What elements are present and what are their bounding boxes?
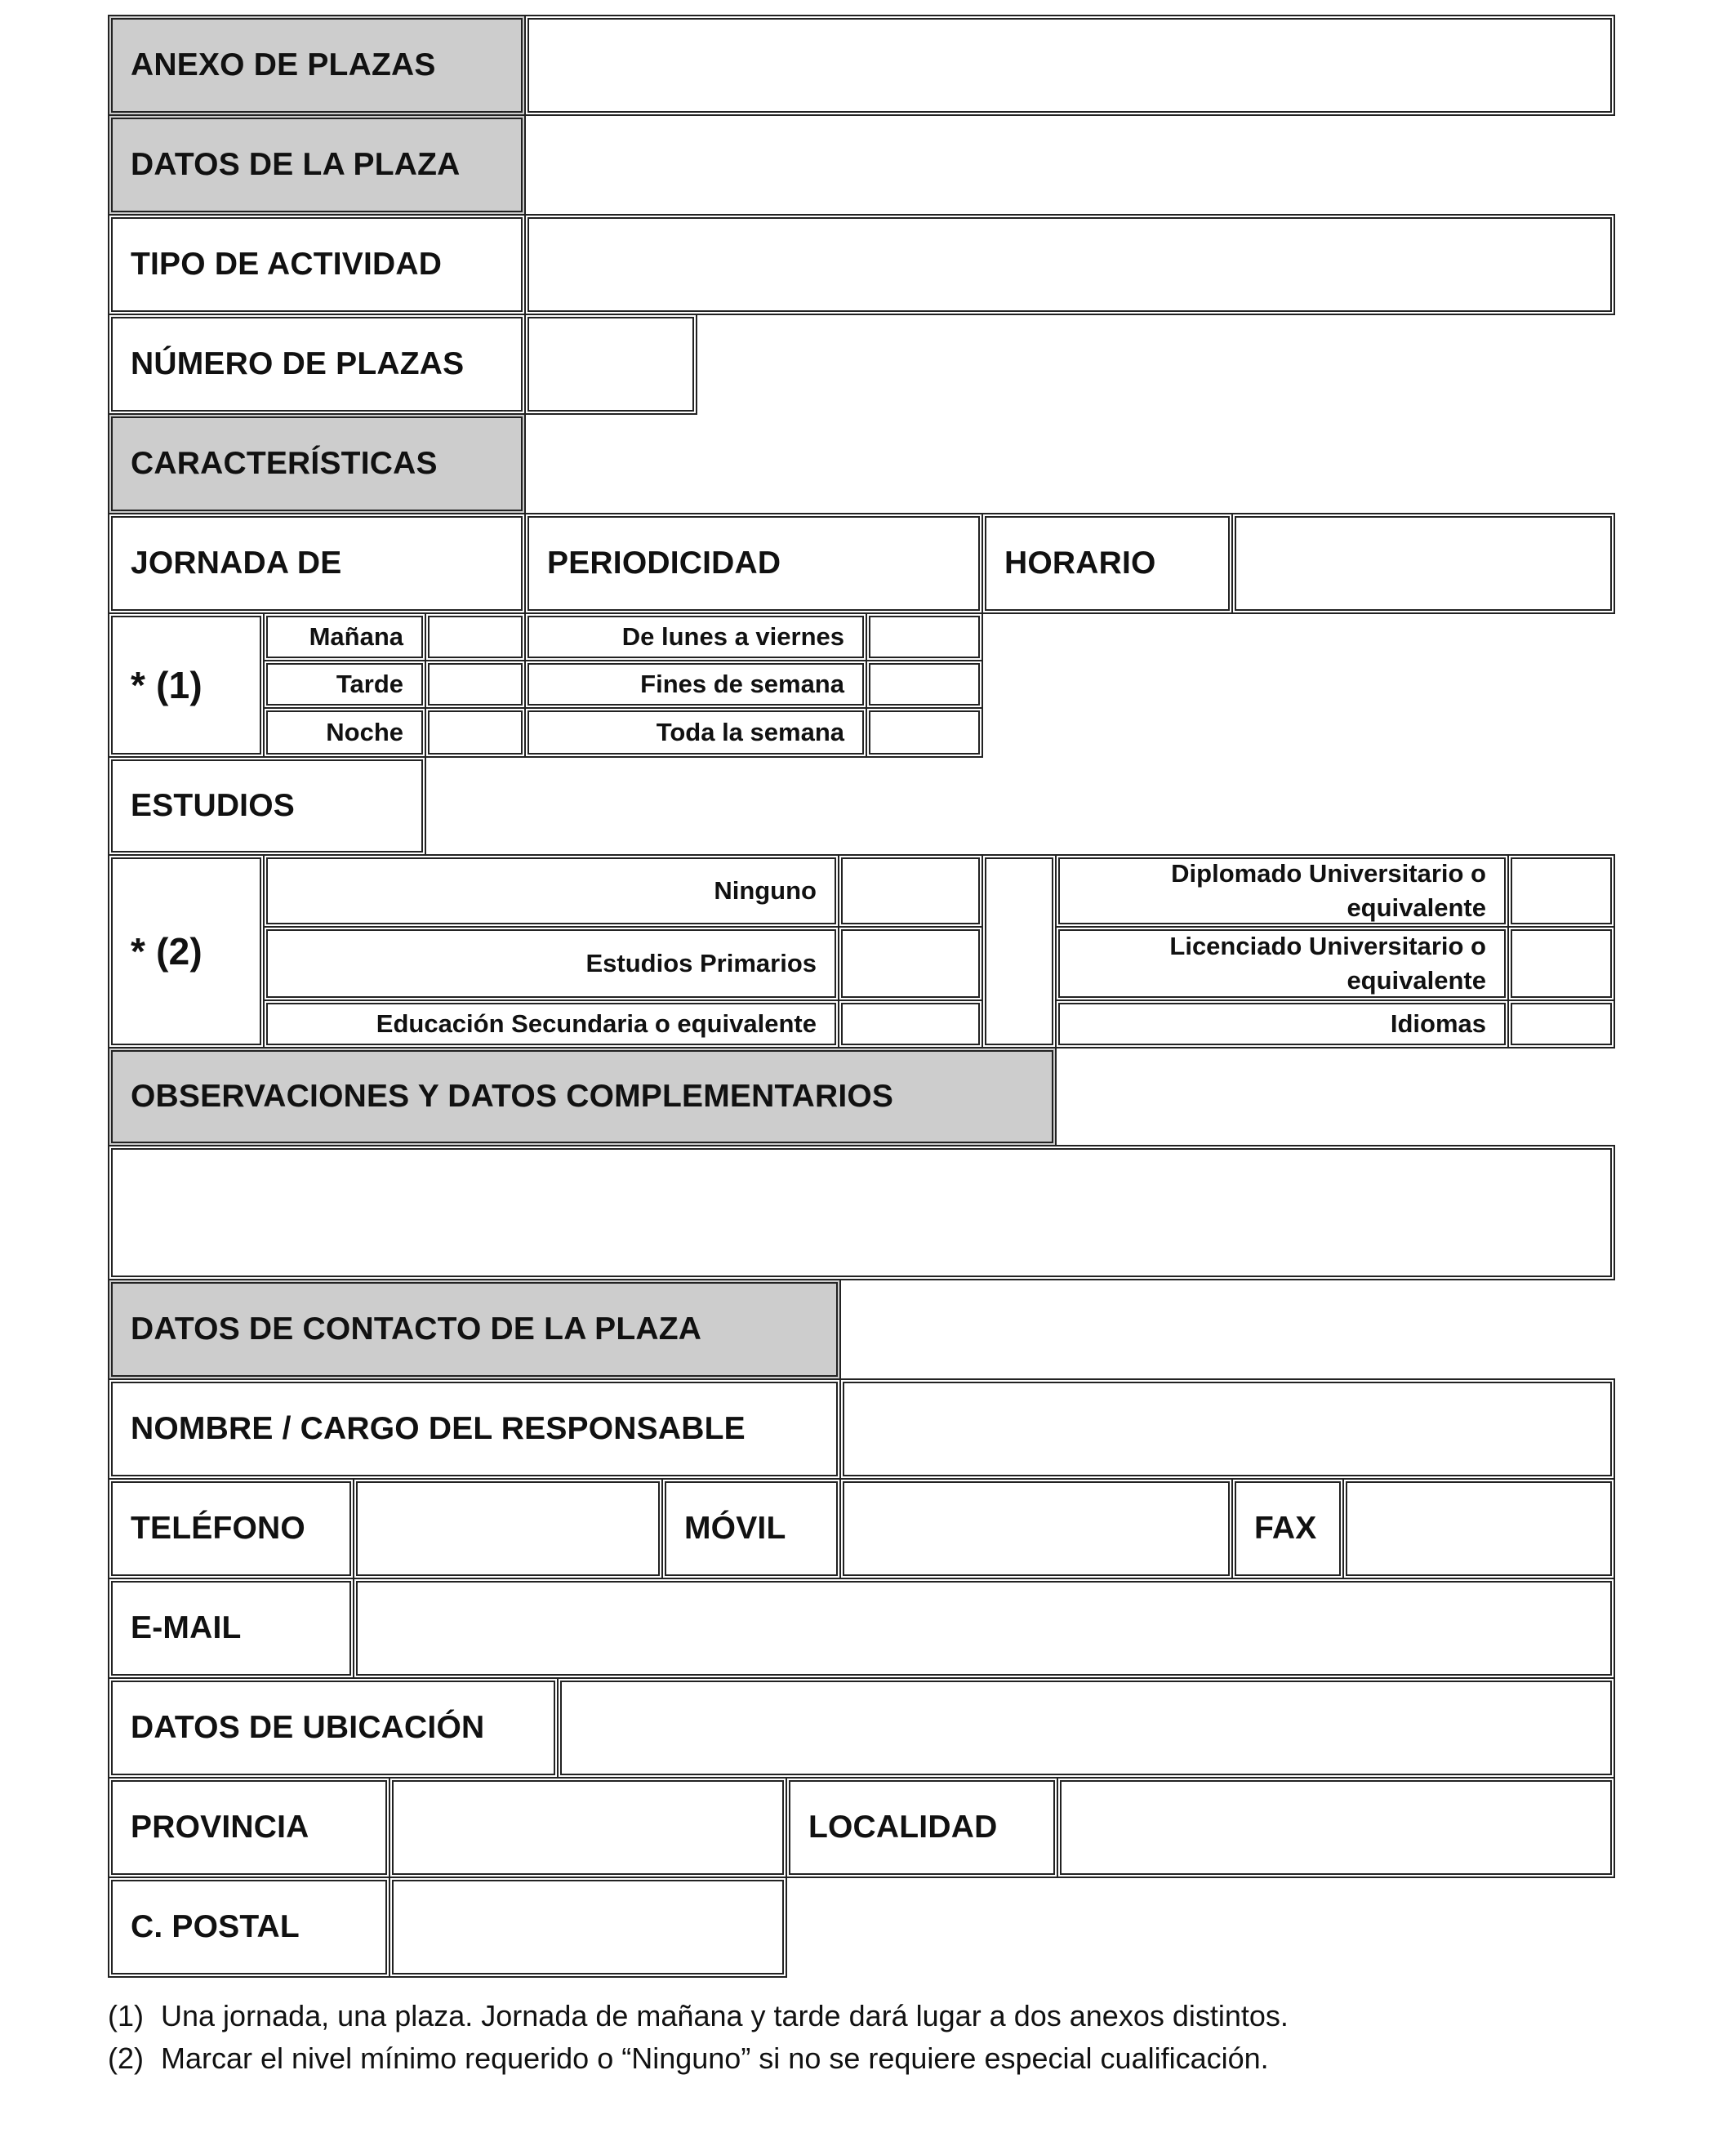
jornada-noche-checkbox[interactable] [425, 707, 526, 758]
estudios-option-label: Licenciado Universitario o equivalente [1169, 932, 1486, 995]
movil-text: MÓVIL [684, 1511, 786, 1546]
periodicidad-option-fines-de-semana [524, 660, 867, 709]
nombre-cargo-label [108, 1378, 841, 1480]
jornada-option-noche [263, 707, 426, 758]
horario-field[interactable] [1231, 513, 1615, 614]
tipo-de-actividad-text: TIPO DE ACTIVIDAD [131, 247, 443, 282]
caracteristicas-text: CARACTERÍSTICAS [131, 446, 438, 481]
jornada-manana-checkbox[interactable] [425, 612, 526, 661]
periodicidad-option-toda-la-semana [524, 707, 867, 758]
observaciones-header [108, 1047, 1057, 1146]
provincia-label [108, 1777, 390, 1878]
estudios-option-licenciado [1055, 926, 1509, 1001]
codigo-postal-field[interactable] [389, 1877, 787, 1978]
email-text: E-MAIL [131, 1610, 242, 1645]
estudios-option-label: Educación Secundaria o equivalente [376, 1009, 817, 1038]
estudios-label [108, 756, 426, 856]
movil-label [661, 1478, 841, 1579]
estudios-licenciado-checkbox[interactable] [1507, 926, 1615, 1001]
anexo-de-plazas-label [108, 15, 526, 116]
estudios-text: ESTUDIOS [131, 788, 295, 823]
codigo-postal-text: C. POSTAL [131, 1909, 300, 1944]
localidad-text: LOCALIDAD [808, 1810, 998, 1845]
telefono-text: TELÉFONO [131, 1511, 305, 1546]
provincia-text: PROVINCIA [131, 1810, 309, 1845]
jornada-option-tarde [263, 660, 426, 709]
telefono-label [108, 1478, 354, 1579]
jornada-de-label [108, 513, 526, 614]
estudios-ninguno-checkbox[interactable] [838, 854, 983, 928]
footnote-1 [108, 1999, 1289, 2033]
estudios-option-ninguno [263, 854, 839, 928]
periodicidad-option-lunes-viernes [524, 612, 867, 661]
fax-label [1231, 1478, 1344, 1579]
provincia-field[interactable] [389, 1777, 787, 1878]
datos-de-contacto-header [108, 1279, 841, 1380]
note-marker-1-text: * (1) [131, 664, 203, 706]
estudios-idiomas-checkbox[interactable] [1507, 999, 1615, 1048]
periodicidad-text: PERIODICIDAD [547, 545, 781, 581]
horario-label [982, 513, 1233, 614]
periodicidad-option-label: Toda la semana [656, 718, 844, 746]
localidad-field[interactable] [1057, 1777, 1615, 1878]
datos-de-la-plaza-text: DATOS DE LA PLAZA [131, 147, 461, 182]
estudios-option-primarios [263, 926, 839, 1001]
datos-de-ubicacion-field[interactable] [557, 1677, 1615, 1779]
footnote-text: Una jornada, una plaza. Jornada de mañana y tarde dará lugar a dos anexos distintos. [161, 1999, 1289, 2032]
estudios-option-idiomas [1055, 999, 1509, 1048]
datos-de-ubicacion-label [108, 1677, 559, 1779]
codigo-postal-label [108, 1877, 390, 1978]
periodicidad-lunes-viernes-checkbox[interactable] [866, 612, 983, 661]
datos-de-ubicacion-text: DATOS DE UBICACIÓN [131, 1710, 485, 1745]
note-marker-1 [108, 612, 265, 758]
periodicidad-option-label: De lunes a viernes [621, 622, 844, 651]
jornada-tarde-checkbox[interactable] [425, 660, 526, 709]
datos-de-la-plaza-header [108, 114, 526, 216]
footnote-number: (2) [108, 2041, 144, 2075]
estudios-option-label: Idiomas [1390, 1009, 1486, 1038]
estudios-spacer-cell [982, 854, 1057, 1048]
estudios-diplomado-checkbox[interactable] [1507, 854, 1615, 928]
numero-de-plazas-label [108, 314, 526, 415]
horario-text: HORARIO [1004, 545, 1156, 581]
periodicidad-toda-la-semana-checkbox[interactable] [866, 707, 983, 758]
periodicidad-fines-de-semana-checkbox[interactable] [866, 660, 983, 709]
anexo-de-plazas-text: ANEXO DE PLAZAS [131, 47, 436, 82]
fax-field[interactable] [1342, 1478, 1615, 1579]
estudios-option-label: Ninguno [714, 876, 817, 905]
tipo-de-actividad-field[interactable] [524, 214, 1615, 315]
observaciones-text: OBSERVACIONES Y DATOS COMPLEMENTARIOS [131, 1079, 894, 1114]
footnote-2 [108, 2041, 1269, 2076]
jornada-de-text: JORNADA DE [131, 545, 342, 581]
email-label [108, 1578, 354, 1679]
datos-de-contacto-text: DATOS DE CONTACTO DE LA PLAZA [131, 1311, 702, 1347]
jornada-option-label: Noche [326, 718, 403, 746]
caracteristicas-header [108, 413, 526, 514]
tipo-de-actividad-label [108, 214, 526, 315]
estudios-option-label: Diplomado Universitario o equivalente [1171, 859, 1486, 922]
fax-text: FAX [1254, 1511, 1317, 1546]
jornada-option-label: Tarde [336, 670, 403, 698]
footnote-number: (1) [108, 1999, 144, 2032]
footnote-text: Marcar el nivel mínimo requerido o “Ninguno” si no se requiere especial cualificación. [161, 2041, 1269, 2075]
estudios-secundaria-checkbox[interactable] [838, 999, 983, 1048]
estudios-option-secundaria [263, 999, 839, 1048]
nombre-cargo-text: NOMBRE / CARGO DEL RESPONSABLE [131, 1411, 746, 1446]
note-marker-2-text: * (2) [131, 930, 203, 973]
estudios-option-label: Estudios Primarios [585, 949, 817, 977]
estudios-option-diplomado [1055, 854, 1509, 928]
numero-de-plazas-text: NÚMERO DE PLAZAS [131, 346, 465, 381]
anexo-de-plazas-field[interactable] [524, 15, 1615, 116]
jornada-option-label: Mañana [309, 622, 403, 651]
nombre-cargo-field[interactable] [839, 1378, 1615, 1480]
jornada-option-manana [263, 612, 426, 661]
telefono-field[interactable] [353, 1478, 663, 1579]
observaciones-field[interactable] [108, 1145, 1615, 1280]
periodicidad-option-label: Fines de semana [640, 670, 844, 698]
numero-de-plazas-field[interactable] [524, 314, 697, 415]
localidad-label [786, 1777, 1058, 1878]
periodicidad-label [524, 513, 983, 614]
movil-field[interactable] [839, 1478, 1233, 1579]
email-field[interactable] [353, 1578, 1615, 1679]
estudios-primarios-checkbox[interactable] [838, 926, 983, 1001]
note-marker-2 [108, 854, 265, 1048]
